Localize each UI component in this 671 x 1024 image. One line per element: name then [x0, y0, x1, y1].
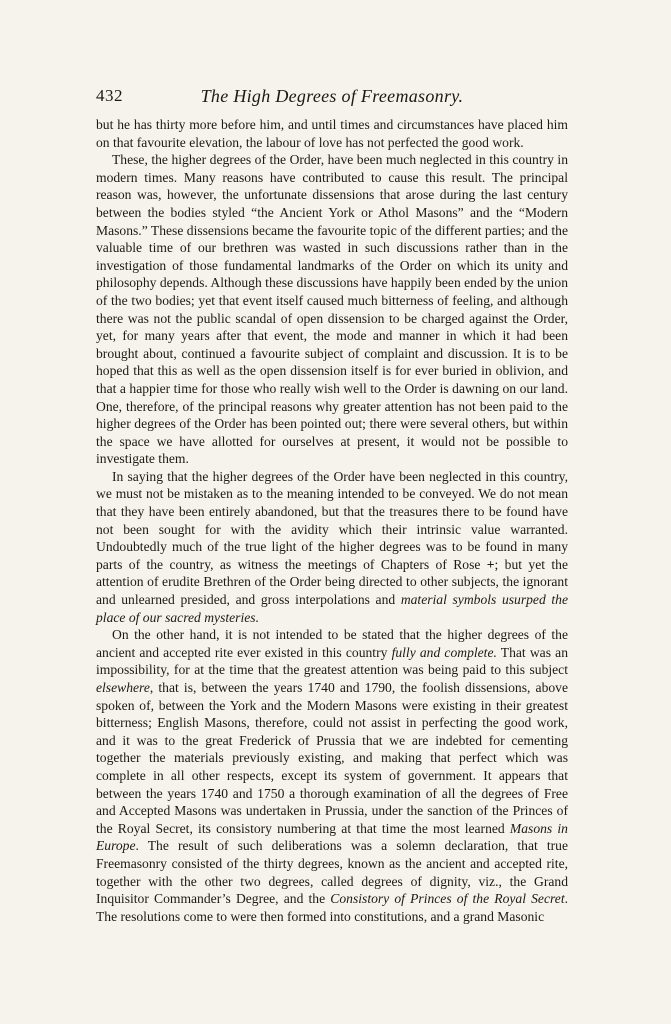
italic-run: elsewhere	[96, 680, 150, 695]
text-run: On the other hand, it is not intended to be stated that the higher degrees of the ancient and accepted rite ever existed in this country	[96, 627, 568, 660]
page-number: 432	[96, 86, 123, 105]
paragraph-1	[96, 116, 568, 151]
text-run: but he has thirty more before him, and until times and circumstances have placed him on that favourite elevation, the labour of love has not perfected the good work.	[96, 117, 568, 150]
italic-run: Masons in Europe	[96, 820, 568, 854]
running-head	[96, 86, 568, 112]
text-run: , that is, between the years 1740 and 1790, the foolish dissensions, above spoken of, between the York and the Modern Masons were existing in their greatest bitterness; English Masons, therefore, could not assist in perfecting the good work, and it was to the great Frederick of Prussia that we are indebted for cementing together the materials previously existing, and making that perfect which was complete in all other respects, except its system of government. It appears that between the years 1740 and 1750 a thorough examination of all the degrees of Free and Accepted Masons was undertaken in Prussia, under the sanction of the Princes of the Royal Secret, its consistory numbering at that time the most learned	[96, 680, 568, 836]
text-run: . The result of such deliberations was a solemn declaration, that true Freemasonry consisted of the thirty degrees, known as the ancient and accepted rite, together with the other two degrees, called degrees of dignity, viz., the Grand Inquisitor Commander’s Degree, and the	[96, 838, 568, 907]
paragraph-2	[96, 151, 568, 468]
paragraph-4	[96, 626, 568, 925]
text-run: . The resolutions come to were then formed into constitutions, and a grand Masonic	[96, 891, 568, 924]
paragraph-3	[96, 468, 568, 626]
italic-run: fully and complete.	[391, 644, 497, 660]
text-run: These, the higher degrees of the Order, have been much neglected in this country in modern times. Many reasons have contributed to cause this result. The principal reason was, however, the unfortunate dissensions that arose during the last century between the bodies styled “the Ancient York or Athol Masons” and the “Modern Masons.” These dissensions became the favourite topic of the different parties; and the valuable time of our brethren was wasted in such discussions rather than in the investigation of those fundamental landmarks of the Order on which its unity and philosophy depends. Although these discussions have happily been ended by the union of the two bodies; yet that event itself caused much bitterness of feeling, and although there was not the public scandal of open dissension to be charged against the Order, yet, for many years after that event, the mode and manner in which it had been brought about, continued a favourite subject of complaint and discussion. It is to be hoped that this as well as the open dissension itself is for ever buried in oblivion, and that a happier time for those who really wish well to the Order is dawning on our land. One, therefore, of the principal reasons why greater attention has not been paid to the higher degrees of the Order has been pointed out; there were several others, but within the space we have allotted for ourselves at present, it would not be possible to investigate them.	[96, 152, 568, 467]
text-run: That was an impossibility, for at the time that the greatest attention was being paid to this subject	[96, 644, 568, 678]
rose-cross-glyph: +	[486, 556, 495, 572]
italic-run: material symbols usurped the place of our sacred mysteries.	[96, 592, 568, 625]
text-run: ; but yet the attention of erudite Brethren of the Order being directed to other subjects, the ignorant and unlearned presided, and gross interpolations and	[96, 556, 569, 608]
running-title: The High Degrees of Freemasonry.	[200, 86, 464, 106]
text-run: In saying that the higher degrees of the Order have been neglected in this country, we must not be mistaken as to the meaning intended to be conveyed. We do not mean that they have been entirely abandoned, but that the treasures there to be found have not been sought for with the avidity which their intrinsic value warranted. Undoubtedly much of the true light of the higher degrees was to be found in many parts of the country, as witness the meetings of Chapters of Rose	[96, 468, 568, 572]
book-page	[96, 86, 568, 925]
italic-run: Consistory of Princes of the Royal Secret	[330, 891, 565, 907]
body-text	[96, 116, 568, 925]
